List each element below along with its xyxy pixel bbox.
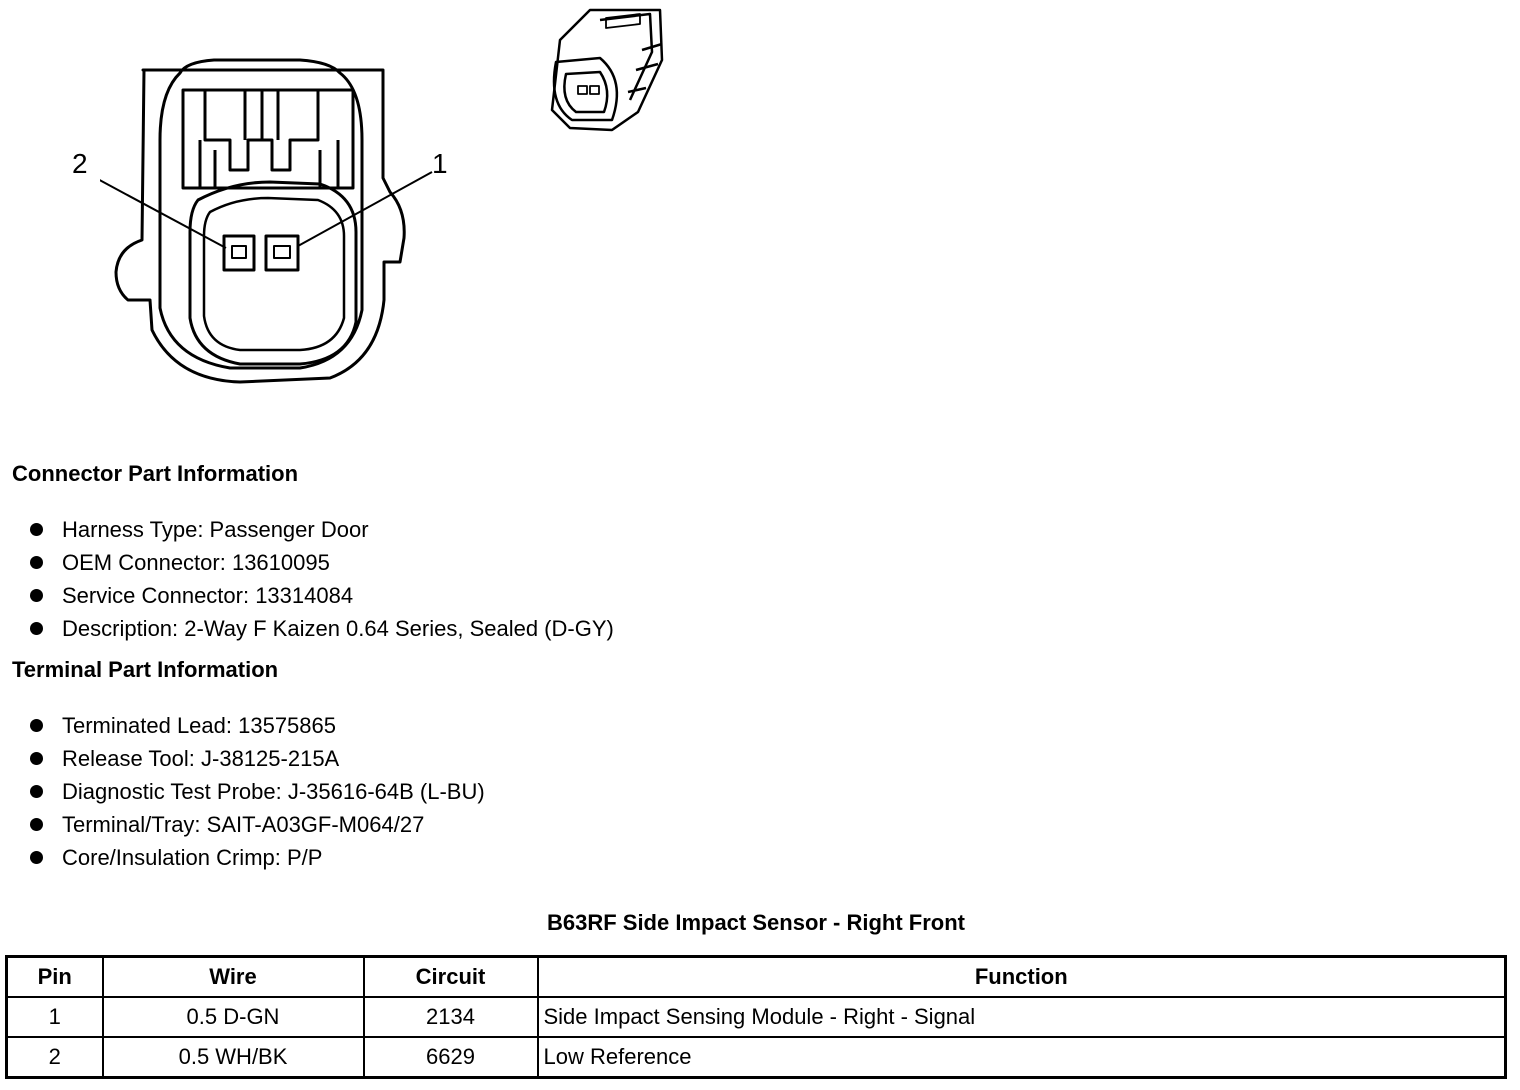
circuit-cell: 6629 [364,1037,538,1078]
column-header-function: Function [538,957,1506,998]
column-header-pin: Pin [7,957,103,998]
list-item-text: Terminated Lead: 13575865 [62,713,336,738]
list-item [28,808,485,841]
pin-cell: 1 [7,997,103,1037]
list-item-text: Diagnostic Test Probe: J-35616-64B (L-BU) [62,779,485,804]
list-item [28,775,485,808]
bullet-icon [30,752,43,765]
list-item-text: Description: 2-Way F Kaizen 0.64 Series, Sealed (D-GY) [62,616,614,641]
list-item-text: Harness Type: Passenger Door [62,517,369,542]
terminal-part-info-list [28,709,485,874]
bullet-icon [30,785,43,798]
list-item [28,513,614,546]
wire-cell: 0.5 D-GN [103,997,364,1037]
function-cell: Side Impact Sensing Module - Right - Signal [538,997,1506,1037]
pin-callout-2: 2 [72,148,88,179]
pin-cell: 2 [7,1037,103,1078]
table-header-row [7,957,1506,998]
terminal-1 [266,236,298,270]
table-row [7,997,1506,1037]
list-item [28,841,485,874]
list-item [28,612,614,645]
list-item [28,742,485,775]
bullet-icon [30,851,43,864]
list-item-text: Core/Insulation Crimp: P/P [62,845,323,870]
connector-face-diagram [100,40,480,400]
pinout-table [5,955,1507,1079]
circuit-cell: 2134 [364,997,538,1037]
bullet-icon [30,622,43,635]
bullet-icon [30,818,43,831]
list-item [28,579,614,612]
wire-cell: 0.5 WH/BK [103,1037,364,1078]
bullet-icon [30,719,43,732]
list-item [28,546,614,579]
function-cell: Low Reference [538,1037,1506,1078]
connector-isometric-view [540,2,680,142]
terminal-2 [224,236,254,270]
list-item [28,709,485,742]
pinout-table-title: B63RF Side Impact Sensor - Right Front [546,910,966,935]
bullet-icon [30,556,43,569]
bullet-icon [30,523,43,536]
list-item-text: Release Tool: J-38125-215A [62,746,340,771]
pin-callout-1: 1 [432,148,448,179]
connector-part-info-heading: Connector Part Information [12,461,299,486]
list-item-text: Terminal/Tray: SAIT-A03GF-M064/27 [62,812,425,837]
list-item-text: Service Connector: 13314084 [62,583,354,608]
table-row [7,1037,1506,1078]
column-header-wire: Wire [103,957,364,998]
terminal-part-info-heading: Terminal Part Information [12,657,279,682]
bullet-icon [30,589,43,602]
connector-part-info-list [28,513,614,645]
list-item-text: OEM Connector: 13610095 [62,550,330,575]
column-header-circuit: Circuit [364,957,538,998]
